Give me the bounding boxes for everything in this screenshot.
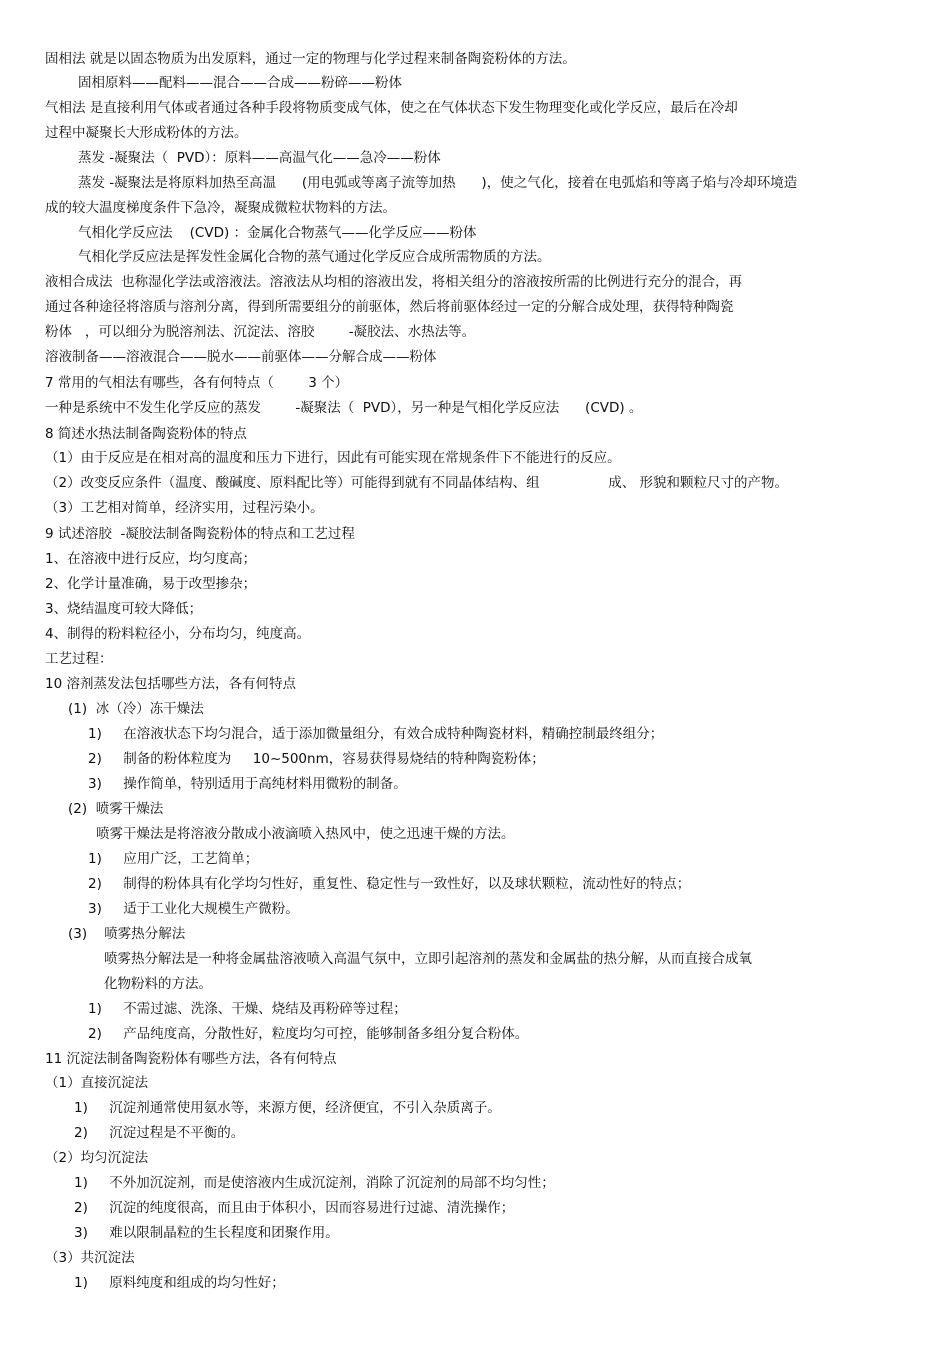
text-line: 蒸发 -凝聚法是将原料加热至高温 (用电弧或等离子流等加热 )，使之气化，接着在电弧焰和等离子焰与冷却环境造 — [78, 175, 798, 191]
text-line: 气相化学反应法 (CVD) ：金属化合物蒸气——化学反应——粉体 — [78, 225, 477, 241]
list-item: 2) 制得的粉体具有化学均匀性好，重复性、稳定性与一致性好，以及球状颗粒，流动性好的特点； — [88, 876, 691, 892]
question-heading: 7 常用的气相法有哪些，各有何特点（ 3 个） — [45, 375, 349, 391]
subsection-heading: （3）共沉淀法 — [45, 1250, 135, 1266]
text-line: 1、在溶液中进行反应，均匀度高； — [45, 551, 257, 567]
list-item: 3) 适于工业化大规模生产微粉。 — [88, 901, 299, 917]
list-item: 1) 在溶液状态下均匀混合，适于添加微量组分，有效合成特种陶瓷材料，精确控制最终组分； — [88, 726, 664, 742]
list-item: 1) 沉淀剂通常使用氨水等，来源方便，经济便宜，不引入杂质离子。 — [74, 1100, 501, 1116]
text-line: 过程中凝聚长大形成粉体的方法。 — [45, 125, 248, 141]
subsection-heading: （2）均匀沉淀法 — [45, 1150, 149, 1166]
text-line: 成的较大温度梯度条件下急冷，凝聚成微粒状物料的方法。 — [45, 200, 396, 216]
text-line: 蒸发 -凝聚法（ PVD）：原料——高温气化——急冷——粉体 — [78, 150, 441, 166]
text-line: 气相法 是直接利用气体或者通过各种手段将物质变成气体，使之在气体状态下发生物理变化或化学反应，最后在冷却 — [45, 100, 738, 116]
list-item: 2) 沉淀过程是不平衡的。 — [74, 1125, 245, 1141]
text-line: 通过各种途径将溶质与溶剂分离，得到所需要组分的前驱体，然后将前驱体经过一定的分解合成处理，获得特种陶瓷 — [45, 299, 734, 315]
text-line: 粉体 ，可以细分为脱溶剂法、沉淀法、溶胶 -凝胶法、水热法等。 — [45, 324, 476, 340]
text-line: 溶液制备——溶液混合——脱水——前驱体——分解合成——粉体 — [45, 349, 437, 365]
text-line: 液相合成法 也称湿化学法或溶液法。溶液法从均相的溶液出发，将相关组分的溶液按所需的比例进行充分的混合，再 — [45, 274, 743, 290]
text-line: 喷雾热分解法是一种将金属盐溶液喷入高温气氛中，立即引起溶剂的蒸发和金属盐的热分解，从而直接合成氧 — [104, 951, 752, 967]
text-line: 2、化学计量准确，易于改型掺杂； — [45, 576, 257, 592]
text-line: 3、烧结温度可较大降低； — [45, 601, 203, 617]
text-line: 工艺过程： — [45, 651, 113, 667]
question-heading: 11 沉淀法制备陶瓷粉体有哪些方法，各有何特点 — [45, 1051, 337, 1067]
text-line: （2）改变反应条件（温度、酸碱度、原料配比等）可能得到就有不同晶体结构、组 成、 形貌和颗粒尺寸的产物。 — [45, 475, 789, 491]
text-line: 4、制得的粉料粒径小，分布均匀，纯度高。 — [45, 626, 311, 642]
list-item: 2) 沉淀的纯度很高，而且由于体积小，因而容易进行过滤、清洗操作； — [74, 1200, 515, 1216]
question-heading: 10 溶剂蒸发法包括哪些方法，各有何特点 — [45, 676, 296, 692]
list-item: 3) 难以限制晶粒的生长程度和团聚作用。 — [74, 1225, 339, 1241]
text-line: （1）由于反应是在相对高的温度和压力下进行，因此有可能实现在常规条件下不能进行的反应。 — [45, 450, 621, 466]
text-line: 固相原料——配料——混合——合成——粉碎——粉体 — [78, 75, 402, 91]
list-item: 1) 不需过滤、洗涤、干燥、烧结及再粉碎等过程； — [88, 1001, 407, 1017]
text-line: 固相法 就是以固态物质为出发原料，通过一定的物理与化学过程来制备陶瓷粉体的方法。 — [45, 51, 576, 67]
question-heading: 9 试述溶胶 -凝胶法制备陶瓷粉体的特点和工艺过程 — [45, 526, 355, 542]
question-heading: 8 简述水热法制备陶瓷粉体的特点 — [45, 426, 247, 442]
list-item: 2) 产品纯度高，分散性好，粒度均匀可控，能够制备多组分复合粉体。 — [88, 1026, 529, 1042]
list-item: 3) 操作简单，特别适用于高纯材料用微粉的制备。 — [88, 776, 407, 792]
subsection-heading: （1）直接沉淀法 — [45, 1075, 149, 1091]
subsection-heading: (1) 冰（冷）冻干燥法 — [68, 701, 204, 717]
list-item: 1) 不外加沉淀剂，而是使溶液内生成沉淀剂，消除了沉淀剂的局部不均匀性； — [74, 1175, 555, 1191]
list-item: 1) 原料纯度和组成的均匀性好； — [74, 1275, 285, 1291]
subsection-heading: (3) 喷雾热分解法 — [68, 926, 186, 942]
text-line: （3）工艺相对简单，经济实用，过程污染小。 — [45, 500, 324, 516]
text-line: 一种是系统中不发生化学反应的蒸发 -凝聚法（ PVD），另一种是气相化学反应法 (CVD) 。 — [45, 400, 643, 416]
subsection-heading: (2) 喷雾干燥法 — [68, 801, 164, 817]
list-item: 1) 应用广泛，工艺简单； — [88, 851, 259, 867]
text-line: 化物粉料的方法。 — [104, 976, 212, 992]
text-line: 气相化学反应法是挥发性金属化合物的蒸气通过化学反应合成所需物质的方法。 — [78, 249, 551, 265]
text-line: 喷雾干燥法是将溶液分散成小液滴喷入热风中，使之迅速干燥的方法。 — [96, 826, 515, 842]
list-item: 2) 制备的粉体粒度为 10~500nm，容易获得易烧结的特种陶瓷粉体； — [88, 751, 545, 767]
